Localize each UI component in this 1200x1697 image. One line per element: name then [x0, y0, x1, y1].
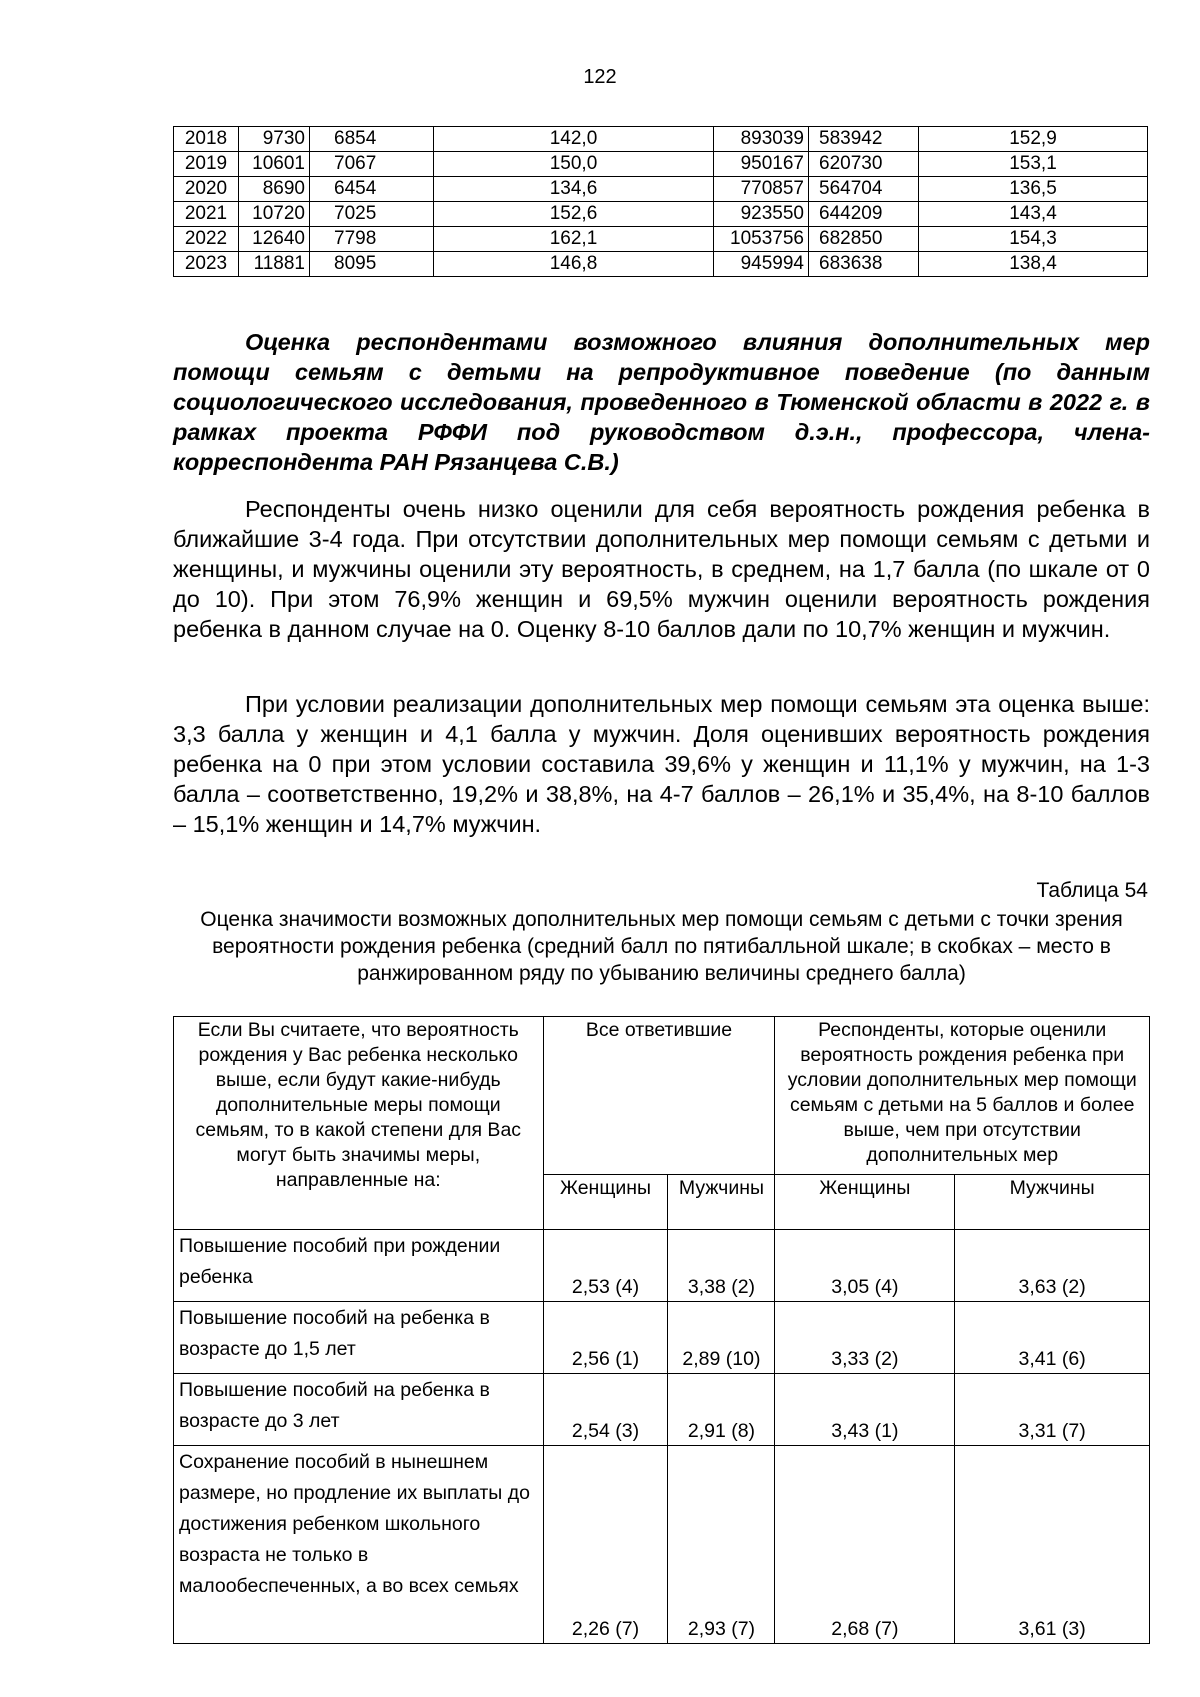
table-cell: 7067: [310, 152, 434, 177]
table-row: [174, 1374, 1150, 1446]
row-label: Сохранение пособий в нынешнем размере, но продление их выплаты до достижения ребенком школьного возраста не только в малообеспеченных, а во всех семьях: [174, 1446, 544, 1644]
table-cell: 2021: [174, 202, 239, 227]
value-cell: 3,38 (2): [668, 1230, 775, 1302]
population-data-table: [173, 126, 1148, 277]
table-cell: 6454: [310, 177, 434, 202]
table-cell: 142,0: [434, 127, 714, 152]
section-title: Оценка респондентами возможного влияния дополнительных мер помощи семьям с детьми на репродуктивное поведение (по данным социологического исследования, проведенного в Тюменской области в 2022 г. в рамках проекта РФФИ под руководством д.э.н., профессора, члена-корреспондента РАН Рязанцева С.В.): [173, 329, 1150, 475]
table-cell: 923550: [714, 202, 809, 227]
table-row: [174, 202, 1148, 227]
table-cell: 950167: [714, 152, 809, 177]
table-cell: 564704: [809, 177, 919, 202]
table-cell: 134,6: [434, 177, 714, 202]
header-men: Мужчины: [668, 1175, 775, 1230]
table-cell: 8095: [310, 252, 434, 277]
value-cell: 2,93 (7): [668, 1446, 775, 1644]
value-cell: 2,89 (10): [668, 1302, 775, 1374]
page-number: 122: [583, 66, 617, 88]
table-cell: 2019: [174, 152, 239, 177]
table-caption: Оценка значимости возможных дополнительных мер помощи семьям с детьми с точки зрения вероятности рождения ребенка (средний балл по пятибалльной шкале; в скобках – место в ранжированном ряду по убыванию величины среднего балла): [200, 908, 1123, 985]
row-label: Повышение пособий на ребенка в возрасте до 3 лет: [174, 1374, 544, 1446]
table-cell: 1053756: [714, 227, 809, 252]
table-cell: 10720: [239, 202, 310, 227]
table-cell: 644209: [809, 202, 919, 227]
table-cell: 583942: [809, 127, 919, 152]
value-cell: 3,33 (2): [775, 1302, 955, 1374]
value-cell: 3,05 (4): [775, 1230, 955, 1302]
table-cell: 153,1: [919, 152, 1148, 177]
value-cell: 2,26 (7): [543, 1446, 668, 1644]
table-cell: 2018: [174, 127, 239, 152]
value-cell: 2,68 (7): [775, 1446, 955, 1644]
value-cell: 3,43 (1): [775, 1374, 955, 1446]
table-cell: 143,4: [919, 202, 1148, 227]
paragraph: При условии реализации дополнительных мер помощи семьям эта оценка выше: 3,3 балла у женщин и 4,1 балла у мужчин. Доля оценивших вероятность рождения ребенка на 0 при этом условии составила 39,6% у женщин и 11,1% у мужчин, на 1-3 балла – соответственно, 19,2% и 38,8%, на 4-7 баллов – 26,1% и 35,4%, на 8-10 баллов – 15,1% женщин и 14,7% мужчин.: [173, 691, 1150, 837]
table-cell: 12640: [239, 227, 310, 252]
value-cell: 3,61 (3): [955, 1446, 1150, 1644]
value-cell: 2,54 (3): [543, 1374, 668, 1446]
table-cell: 8690: [239, 177, 310, 202]
measures-significance-table: [173, 1016, 1150, 1644]
value-cell: 3,31 (7): [955, 1374, 1150, 1446]
value-cell: 2,56 (1): [543, 1302, 668, 1374]
row-label: Повышение пособий при рождении ребенка: [174, 1230, 544, 1302]
table-cell: 136,5: [919, 177, 1148, 202]
table-row: [174, 1446, 1150, 1644]
table-cell: 152,9: [919, 127, 1148, 152]
table-cell: 2022: [174, 227, 239, 252]
paragraph: Респонденты очень низко оценили для себя вероятность рождения ребенка в ближайшие 3-4 года. При отсутствии дополнительных мер помощи семьям с детьми и женщины, и мужчины оценили эту вероятность, в среднем, на 1,7 балла (по шкале от 0 до 10). При этом 76,9% женщин и 69,5% мужчин оценили вероятность рождения ребенка в данном случае на 0. Оценку 8-10 баллов дали по 10,7% женщин и мужчин.: [173, 496, 1150, 642]
header-respondents-group: Респонденты, которые оценили вероятность рождения ребенка при условии дополнительных мер помощи семьям с детьми на 5 баллов и более выше, чем при отсутствии дополнительных мер: [775, 1017, 1150, 1175]
table-cell: 162,1: [434, 227, 714, 252]
table-cell: 150,0: [434, 152, 714, 177]
header-question: Если Вы считаете, что вероятность рождения у Вас ребенка несколько выше, если будут какие-нибудь дополнительные меры помощи семьям, то в какой степени для Вас могут быть значимы меры, направленные на:: [174, 1017, 544, 1230]
table-row: [174, 252, 1148, 277]
table-cell: 146,8: [434, 252, 714, 277]
table-number: Таблица 54: [1036, 879, 1148, 902]
header-men: Мужчины: [955, 1175, 1150, 1230]
table-cell: 770857: [714, 177, 809, 202]
table-cell: 683638: [809, 252, 919, 277]
value-cell: 2,53 (4): [543, 1230, 668, 1302]
table-cell: 2020: [174, 177, 239, 202]
table-cell: 11881: [239, 252, 310, 277]
table-row: [174, 1302, 1150, 1374]
table-row: [174, 152, 1148, 177]
table-row: [174, 127, 1148, 152]
table-cell: 6854: [310, 127, 434, 152]
row-label: Повышение пособий на ребенка в возрасте до 1,5 лет: [174, 1302, 544, 1374]
table-cell: 152,6: [434, 202, 714, 227]
header-all-respondents: Все ответившие: [543, 1017, 775, 1175]
table-cell: 7025: [310, 202, 434, 227]
header-women: Женщины: [543, 1175, 668, 1230]
table-row: [174, 1230, 1150, 1302]
table-cell: 9730: [239, 127, 310, 152]
table-cell: 2023: [174, 252, 239, 277]
table-header-row: [174, 1017, 1150, 1175]
value-cell: 2,91 (8): [668, 1374, 775, 1446]
header-women: Женщины: [775, 1175, 955, 1230]
table-cell: 7798: [310, 227, 434, 252]
table-cell: 945994: [714, 252, 809, 277]
table-cell: 620730: [809, 152, 919, 177]
table-cell: 154,3: [919, 227, 1148, 252]
table-cell: 138,4: [919, 252, 1148, 277]
table-cell: 893039: [714, 127, 809, 152]
table-cell: 10601: [239, 152, 310, 177]
value-cell: 3,41 (6): [955, 1302, 1150, 1374]
table-cell: 682850: [809, 227, 919, 252]
table-row: [174, 227, 1148, 252]
value-cell: 3,63 (2): [955, 1230, 1150, 1302]
table-row: [174, 177, 1148, 202]
